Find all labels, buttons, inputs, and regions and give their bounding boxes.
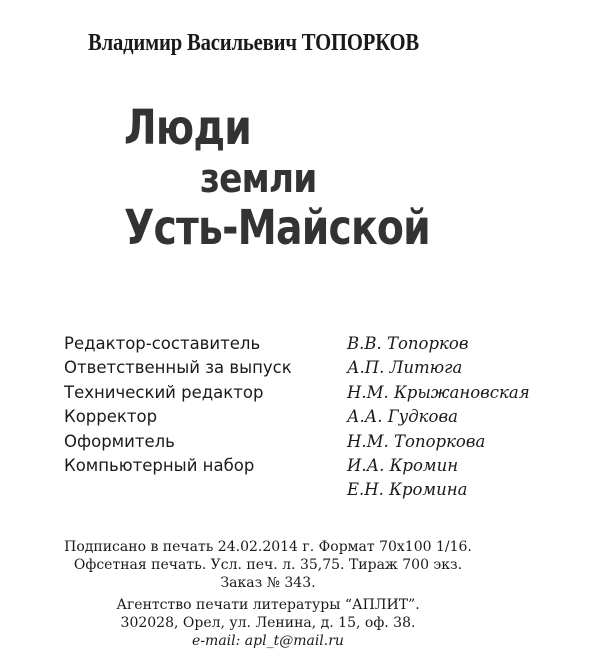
credit-role: Технический редактор	[64, 382, 264, 402]
credit-person: А.А. Гудкова	[347, 407, 458, 427]
credit-role: Ответственный за выпуск	[64, 358, 292, 378]
credit-row	[64, 358, 564, 382]
credit-person: И.А. Кромин	[347, 455, 459, 475]
imprint-agency-line: Агентство печати литературы “АПЛИТ”.	[116, 597, 420, 613]
credit-row	[64, 334, 564, 358]
credits-list	[64, 334, 564, 505]
book-title-line-2: земли	[200, 156, 317, 202]
imprint-address-line: 302028, Орел, ул. Ленина, д. 15, оф. 38.	[120, 615, 416, 631]
credit-role: Редактор-составитель	[64, 334, 261, 353]
credit-role: Корректор	[64, 407, 158, 427]
credit-person: Н.М. Крыжановская	[347, 382, 530, 402]
imprint-signed-line: Подписано в печать 24.02.2014 г. Формат 70x100 1/16.	[64, 539, 472, 555]
imprint-email-line: e-mail: apl_t@mail.ru	[192, 633, 344, 649]
credit-row	[64, 480, 564, 504]
credit-person: Е.Н. Кромина	[347, 480, 468, 500]
imprint-print-line: Офсетная печать. Усл. печ. л. 35,75. Тираж 700 экз.	[73, 557, 463, 573]
credit-person: В.В. Топорков	[347, 334, 469, 353]
credit-row	[64, 456, 564, 480]
imprint-order-line: Заказ № 343.	[220, 575, 316, 591]
credit-row	[64, 383, 564, 407]
credit-person: Н.М. Топоркова	[347, 431, 486, 451]
book-title-line-1: Люди	[124, 100, 252, 156]
credit-row	[64, 432, 564, 456]
author-name: Владимир Васильевич ТОПОРКОВ	[88, 30, 419, 56]
credit-role: Компьютерный набор	[64, 455, 255, 475]
credit-role: Оформитель	[64, 431, 175, 451]
credit-row	[64, 407, 564, 431]
book-title-line-3: Усть-Майской	[124, 200, 430, 256]
credit-person: А.П. Литюга	[347, 358, 463, 378]
